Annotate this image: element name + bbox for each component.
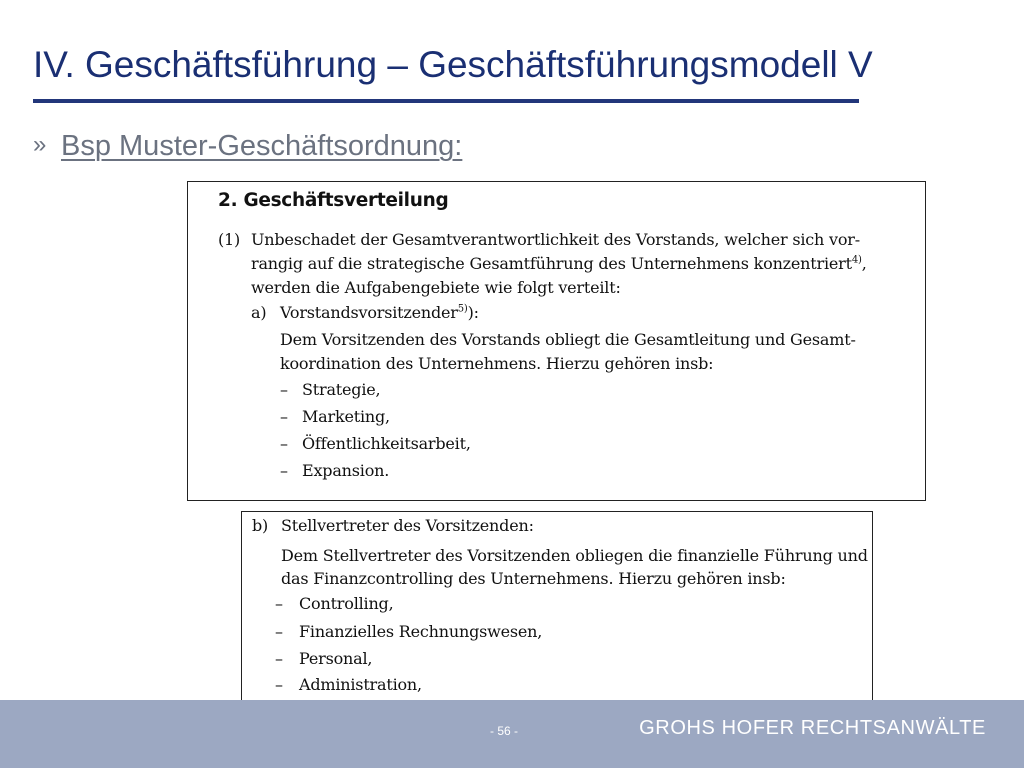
list-item: Personal, — [299, 649, 373, 668]
list-item: Administration, — [299, 675, 422, 694]
list-dash: – — [275, 622, 283, 641]
subitem-line: Dem Vorsitzenden des Vorstands obliegt die Gesamtleitung und Gesamt- — [280, 330, 856, 349]
list-dash: – — [280, 407, 288, 426]
section-heading: 2. Geschäftsverteilung — [218, 190, 449, 211]
list-dash: – — [275, 649, 283, 668]
subitem-line: Dem Stellvertreter des Vorsitzenden obliegen die finanzielle Führung und — [281, 546, 868, 565]
bullet-marker: » — [33, 131, 47, 158]
paragraph-line: Unbeschadet der Gesamtverantwortlichkeit des Vorstands, welcher sich vor- — [251, 230, 860, 249]
subitem-title: Vorstandsvorsitzender$^{5)}$): — [280, 303, 479, 322]
title-text: Geschäftsführung – Geschäftsführungsmodell V — [85, 44, 873, 85]
list-dash: – — [275, 675, 283, 694]
list-item: Marketing, — [302, 407, 390, 426]
bullet-link[interactable]: Bsp Muster-Geschäftsordnung: — [61, 130, 463, 162]
subitem-line: das Finanzcontrolling des Unternehmens. Hierzu gehören insb: — [281, 569, 786, 588]
subitem-line: koordination des Unternehmens. Hierzu gehören insb: — [280, 354, 714, 373]
document-excerpt-1 — [187, 181, 926, 501]
list-item: Finanzielles Rechnungswesen, — [299, 622, 543, 641]
list-item: Expansion. — [302, 461, 390, 480]
subitem-marker: a) — [251, 303, 267, 322]
list-item: Strategie, — [302, 380, 381, 399]
list-item: Controlling, — [299, 594, 394, 613]
slide-title — [33, 44, 993, 86]
footnote-marker: 5) — [457, 303, 468, 315]
document-excerpt-2 — [241, 511, 873, 701]
brand-logo-text: GROHS HOFER RECHTSANWÄLTE — [639, 717, 986, 739]
list-dash: – — [280, 461, 288, 480]
list-item: Öffentlichkeitsarbeit, — [302, 434, 471, 453]
bullet-point — [33, 130, 462, 163]
paragraph-marker: (1) — [218, 230, 241, 249]
list-dash: – — [280, 380, 288, 399]
list-dash: – — [275, 594, 283, 613]
paragraph-line: werden die Aufgabengebiete wie folgt verteilt: — [251, 278, 621, 297]
page-number: - 56 - — [490, 724, 519, 738]
footer-bar — [0, 700, 1024, 768]
title-number: IV. — [33, 44, 75, 85]
subitem-marker: b) — [252, 516, 269, 535]
title-underline — [33, 99, 859, 103]
list-dash: – — [280, 434, 288, 453]
footnote-marker: 4) — [851, 254, 862, 266]
subitem-title: Stellvertreter des Vorsitzenden: — [281, 516, 534, 535]
paragraph-line: rangig auf die strategische Gesamtführung des Unternehmens konzentriert$^{4)}$, — [251, 254, 867, 273]
